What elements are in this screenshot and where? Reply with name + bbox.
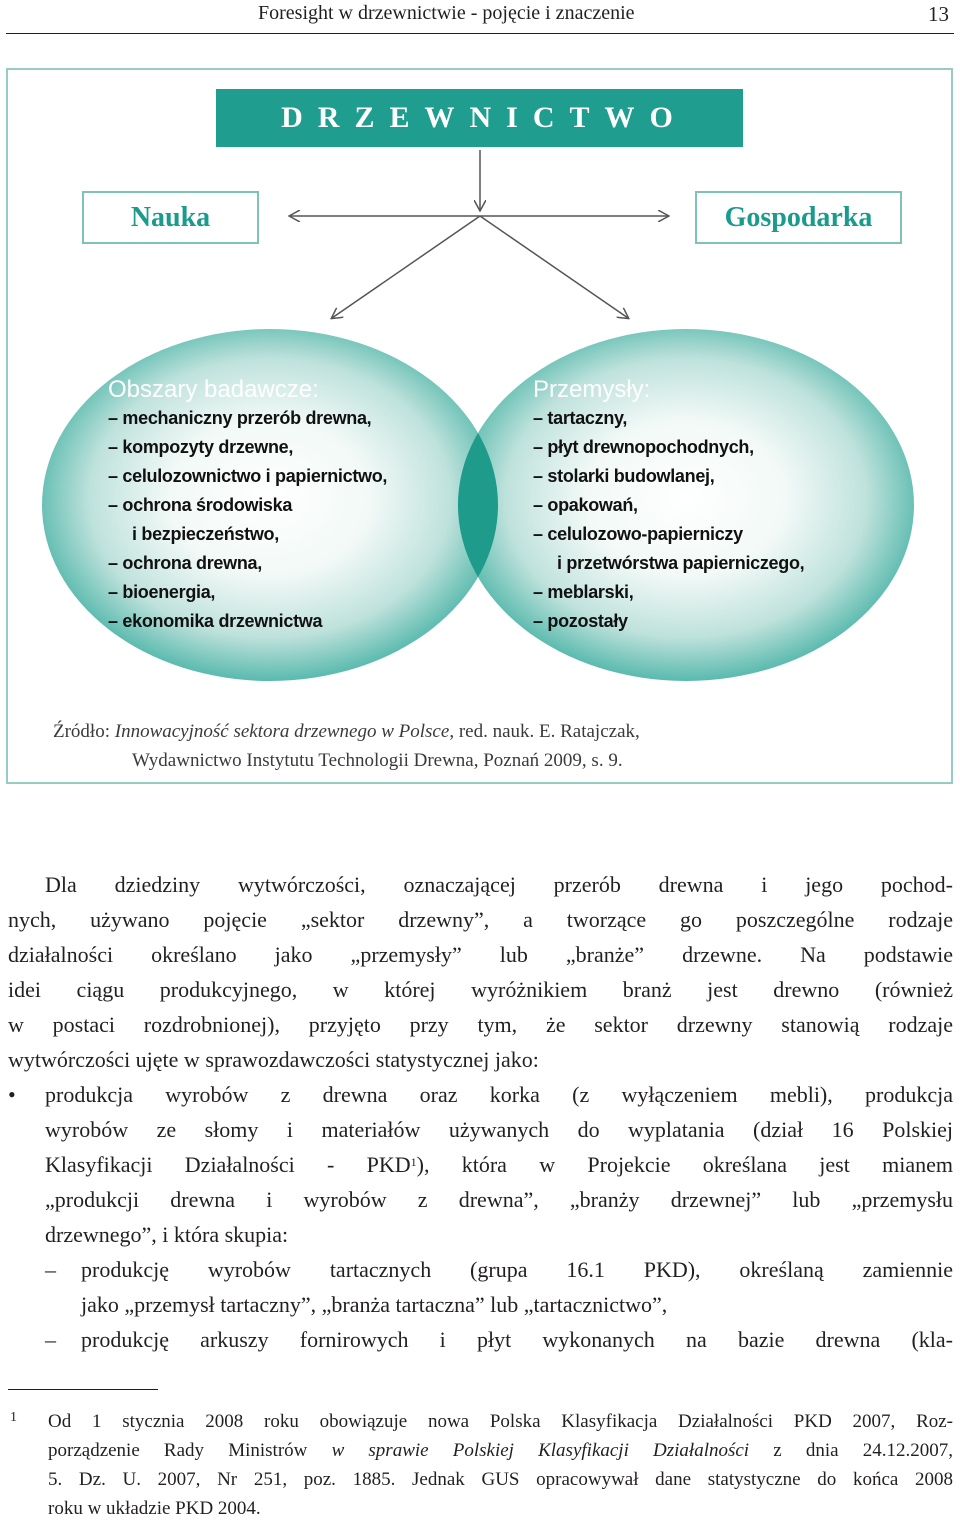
footnote-line: 5. Dz. U. 2007, Nr 251, poz. 1885. Jednak GUS opracowywał dane statystyczne do końca 2008: [48, 1469, 953, 1490]
text-line: Klasyfikacji Działalności - PKD: [45, 1152, 411, 1177]
footnote-ref: 1: [410, 1155, 417, 1169]
list-item: – celulozownictwo i papiernictwo,: [108, 466, 388, 486]
list-item: i przetwórstwa papierniczego,: [557, 553, 805, 573]
list-item: – ekonomika drzewnictwa: [108, 611, 323, 631]
footnote-number: 1: [10, 1410, 17, 1425]
text-line: wyrobów ze słomy i materiałów używanych do wyplatania (dział 16 Polskiej: [45, 1117, 953, 1142]
list-item: – ochrona drewna,: [108, 553, 262, 573]
list-item: – tartaczny,: [533, 408, 628, 428]
text-line: produkcję wyrobów tartacznych (grupa 16.1 PKD), określaną zamiennie: [81, 1257, 953, 1282]
dash-mark: –: [45, 1257, 56, 1282]
list-item: – opakowań,: [533, 495, 638, 515]
figure-source: [53, 717, 640, 775]
box-nauka: Nauka: [82, 191, 259, 244]
arrow-to-right-circle: [480, 216, 628, 318]
text-span-italic: w sprawie Polskiej Klasyfikacji Działalności: [331, 1440, 750, 1461]
list-item: – celulozowo-papierniczy: [533, 524, 743, 544]
footnote-line: Od 1 stycznia 2008 roku obowiązuje nowa Polska Klasyfikacja Działalności PKD 2007, Roz-: [48, 1411, 953, 1432]
page-header-title: Foresight w drzewnictwie - pojęcie i znaczenie: [258, 2, 635, 24]
list-item: – bioenergia,: [108, 582, 216, 602]
left-circle-heading: Obszary badawcze:: [108, 376, 319, 403]
text-line: działalności określano jako „przemysły” lub „branże” drzewne. Na podstawie: [8, 942, 953, 967]
list-item: i bezpieczeństwo,: [132, 524, 279, 544]
footnote: [8, 1407, 953, 1523]
footnote-rule: [8, 1389, 158, 1390]
dash-item: [8, 1322, 953, 1357]
text-line: nych, używano pojęcie „sektor drzewny”, a tworzące go poszczególne rodzaje: [8, 907, 953, 932]
right-circle-heading: Przemysły:: [533, 376, 651, 403]
text-line: ), która w Projekcie określana jest mianem: [416, 1152, 953, 1177]
text-span: z dnia 24.12.2007,: [749, 1440, 953, 1461]
source-title: Innowacyjność sektora drzewnego w Polsce: [114, 721, 450, 742]
dash-mark: –: [45, 1327, 56, 1352]
text-line: produkcja wyrobów z drewna oraz korka (z wyłączeniem mebli), produkcja: [45, 1082, 953, 1107]
source-line2: Wydawnictwo Instytutu Technologii Drewna, Poznań 2009, s. 9.: [132, 750, 623, 771]
body-text: [8, 867, 953, 1357]
list-item: – kompozyty drzewne,: [108, 437, 294, 457]
footnote-line: roku w układzie PKD 2004.: [48, 1498, 261, 1519]
dash-item: [8, 1252, 953, 1287]
text-line: wytwórczości ujęte w sprawozdawczości statystycznej jako:: [8, 1047, 539, 1072]
text-line: w postaci rozdrobnionej), przyjęto przy tym, że sektor drzewny stanowią rodzaje: [8, 1012, 953, 1037]
list-item: – mechaniczny przerób drewna,: [108, 408, 372, 428]
right-circle-list: [533, 373, 804, 636]
text-line: idei ciągu produkcyjnego, w której wyróżnikiem branż jest drewno (również: [8, 977, 953, 1002]
text-line: Dla dziedziny wytwórczości, oznaczającej przerób drewna i jego pochod-: [45, 872, 953, 897]
text-line: jako „przemysł tartaczny”, „branża tartaczna” lub „tartacznictwo”,: [81, 1292, 668, 1317]
text-span: porządzenie Rady Ministrów: [48, 1440, 332, 1461]
left-circle-list: [108, 373, 387, 636]
footnote-line: [48, 1436, 953, 1465]
list-item: – stolarki budowlanej,: [533, 466, 715, 486]
text-line: „produkcji drewna i wyrobów z drewna”, „branży drzewnej” lub „przemysłu: [45, 1187, 953, 1212]
text-line: drzewnego”, i która skupia:: [45, 1222, 289, 1247]
banner-drzewnictwo: DRZEWNICTWO: [216, 89, 743, 147]
bullet-item: [8, 1077, 953, 1112]
source-rest: , red. nauk. E. Ratajczak,: [449, 721, 640, 742]
list-item: – ochrona środowiska: [108, 495, 293, 515]
box-gospodarka: Gospodarka: [695, 191, 902, 244]
text-line-group: [8, 1147, 953, 1182]
bullet-mark: •: [8, 1082, 16, 1107]
list-item: – meblarski,: [533, 582, 634, 602]
page-number: 13: [928, 2, 949, 26]
source-label: Źródło:: [53, 721, 110, 742]
list-item: – płyt drewnopochodnych,: [533, 437, 754, 457]
arrow-to-left-circle: [332, 216, 480, 318]
list-item: – pozostały: [533, 611, 628, 631]
text-line: produkcję arkuszy fornirowych i płyt wykonanych na bazie drewna (kla-: [81, 1327, 953, 1352]
